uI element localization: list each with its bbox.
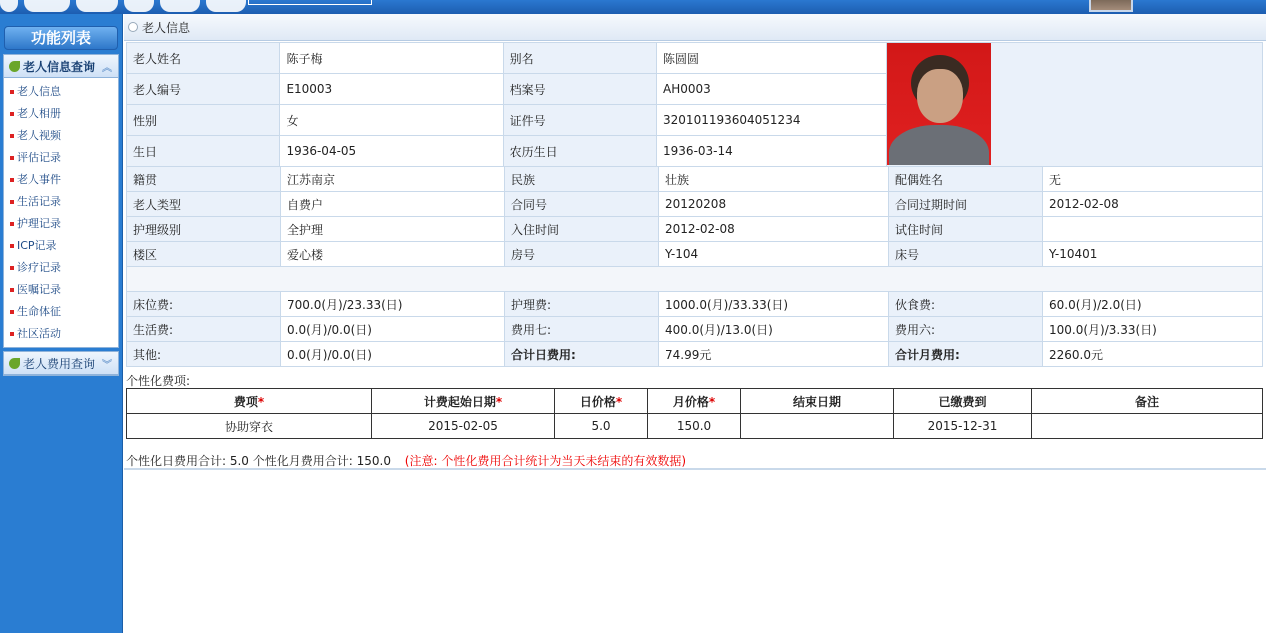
fee-label: 其他: [127,342,281,367]
fee-value: 60.0(月)/2.0(日) [1043,292,1263,317]
info-label: 民族 [505,167,659,192]
sidebar-item-diagnosis[interactable]: 诊疗记录 [4,257,118,279]
info-label: 性别 [127,105,280,136]
monthly-total-label: 合计月费用: [889,342,1043,367]
summary-note: (注意: 个性化费用合计统计为当天未结束的有效数据) [404,454,687,468]
sidebar-group-fees [3,351,119,376]
info-value: 2012-02-08 [1043,192,1263,217]
leaf-icon [9,61,20,72]
col-header-paid: 已缴费到 [894,389,1032,414]
info-value: 1936-03-14 [657,136,887,167]
sidebar-item-orders[interactable]: 医嘱记录 [4,279,118,301]
info-value: 全护理 [281,217,505,242]
cell: 150.0 [648,414,741,439]
sidebar-item-icp[interactable]: ICP记录 [4,235,118,257]
info-label: 籍贯 [127,167,281,192]
fee-value: 0.0(月)/0.0(日) [281,317,505,342]
info-table [126,42,1263,167]
info-value: 壮族 [659,167,889,192]
col-header-remark: 备注 [1032,389,1263,414]
summary-text: 个性化日费用合计: 5.0 个性化月费用合计: 150.0 [126,454,391,468]
info-label: 合同过期时间 [889,192,1043,217]
info-value: 1936-04-05 [280,136,503,167]
fee-label: 床位费: [127,292,281,317]
info-table-2 [126,166,1263,367]
col-header-item: 费项* [127,389,372,414]
info-label: 农历生日 [503,136,656,167]
col-header-monthly: 月价格* [648,389,741,414]
sidebar-item-vitals[interactable]: 生命体征 [4,301,118,323]
info-value: AH0003 [657,74,887,105]
fee-value: 700.0(月)/23.33(日) [281,292,505,317]
sidebar-item-video[interactable]: 老人视频 [4,125,118,147]
info-label: 证件号 [503,105,656,136]
col-header-end: 结束日期 [741,389,894,414]
fee-value: 1000.0(月)/33.33(日) [659,292,889,317]
group-label: 老人信息查询 [23,59,96,74]
info-value: 陈圆圆 [657,43,887,74]
daily-total-label: 合计日费用: [505,342,659,367]
info-label: 老人编号 [127,74,280,105]
top-banner [0,0,1266,14]
info-label: 生日 [127,136,280,167]
chevron-up-icon[interactable]: ︽ [102,63,112,74]
info-value: Y-104 [659,242,889,267]
cell: 2015-12-31 [894,414,1032,439]
fee-label: 伙食费: [889,292,1043,317]
info-value: 女 [280,105,503,136]
info-label: 床号 [889,242,1043,267]
info-label: 老人姓名 [127,43,280,74]
info-label: 护理级别 [127,217,281,242]
daily-total-value: 74.99元 [659,342,889,367]
spacer-row [127,267,1263,292]
main-panel [124,14,1266,633]
sidebar-title: 功能列表 [4,26,118,50]
banner-box [248,0,372,5]
col-header-daily: 日价格* [555,389,648,414]
info-value: 爱心楼 [281,242,505,267]
info-value: E10003 [280,74,503,105]
sidebar-item-events[interactable]: 老人事件 [4,169,118,191]
radio-icon [128,22,138,32]
custom-fee-table [126,388,1263,439]
table-row [127,414,1263,439]
leaf-icon [9,358,20,369]
panel-header [124,14,1266,41]
fee-value: 0.0(月)/0.0(日) [281,342,505,367]
sidebar-group-info [3,54,119,348]
info-value: 江苏南京 [281,167,505,192]
info-value: Y-10401 [1043,242,1263,267]
group-head-fees[interactable] [4,352,118,375]
fee-value: 100.0(月)/3.33(日) [1043,317,1263,342]
cell [1032,414,1263,439]
info-label: 别名 [503,43,656,74]
cell: 5.0 [555,414,648,439]
info-label: 老人类型 [127,192,281,217]
col-header-start: 计费起始日期* [372,389,555,414]
sidebar-item-album[interactable]: 老人相册 [4,103,118,125]
panel-title: 老人信息 [142,20,191,35]
info-value [1043,217,1263,242]
cell [741,414,894,439]
info-value: 2012-02-08 [659,217,889,242]
fee-label: 生活费: [127,317,281,342]
info-label: 配偶姓名 [889,167,1043,192]
sidebar-item-life[interactable]: 生活记录 [4,191,118,213]
group-label: 老人费用查询 [23,356,96,371]
cell: 2015-02-05 [372,414,555,439]
info-label: 入住时间 [505,217,659,242]
sidebar [0,14,123,633]
elder-photo [887,43,991,165]
custom-fee-summary [126,452,686,469]
info-label: 试住时间 [889,217,1043,242]
info-value: 陈子梅 [280,43,503,74]
sidebar-item-nursing[interactable]: 护理记录 [4,213,118,235]
fee-label: 费用七: [505,317,659,342]
info-value: 20120208 [659,192,889,217]
cell: 协助穿衣 [127,414,372,439]
fee-label: 费用六: [889,317,1043,342]
info-label: 合同号 [505,192,659,217]
sidebar-item-assessment[interactable]: 评估记录 [4,147,118,169]
sidebar-item-info[interactable]: 老人信息 [4,81,118,103]
info-label: 档案号 [503,74,656,105]
monthly-total-value: 2260.0元 [1043,342,1263,367]
info-value: 无 [1043,167,1263,192]
fee-value: 400.0(月)/13.0(日) [659,317,889,342]
info-value: 320101193604051234 [657,105,887,136]
fee-label: 护理费: [505,292,659,317]
sidebar-menu [4,78,118,347]
info-label: 房号 [505,242,659,267]
info-value: 自费户 [281,192,505,217]
info-label: 楼区 [127,242,281,267]
photo-cell [886,43,1262,167]
sidebar-item-activities[interactable]: 社区活动 [4,323,118,345]
chevron-down-icon[interactable]: ︾ [102,360,112,371]
user-avatar[interactable] [1089,0,1133,12]
custom-fee-label: 个性化费项: [126,374,191,388]
divider [124,468,1266,470]
group-head-info[interactable] [4,55,118,78]
